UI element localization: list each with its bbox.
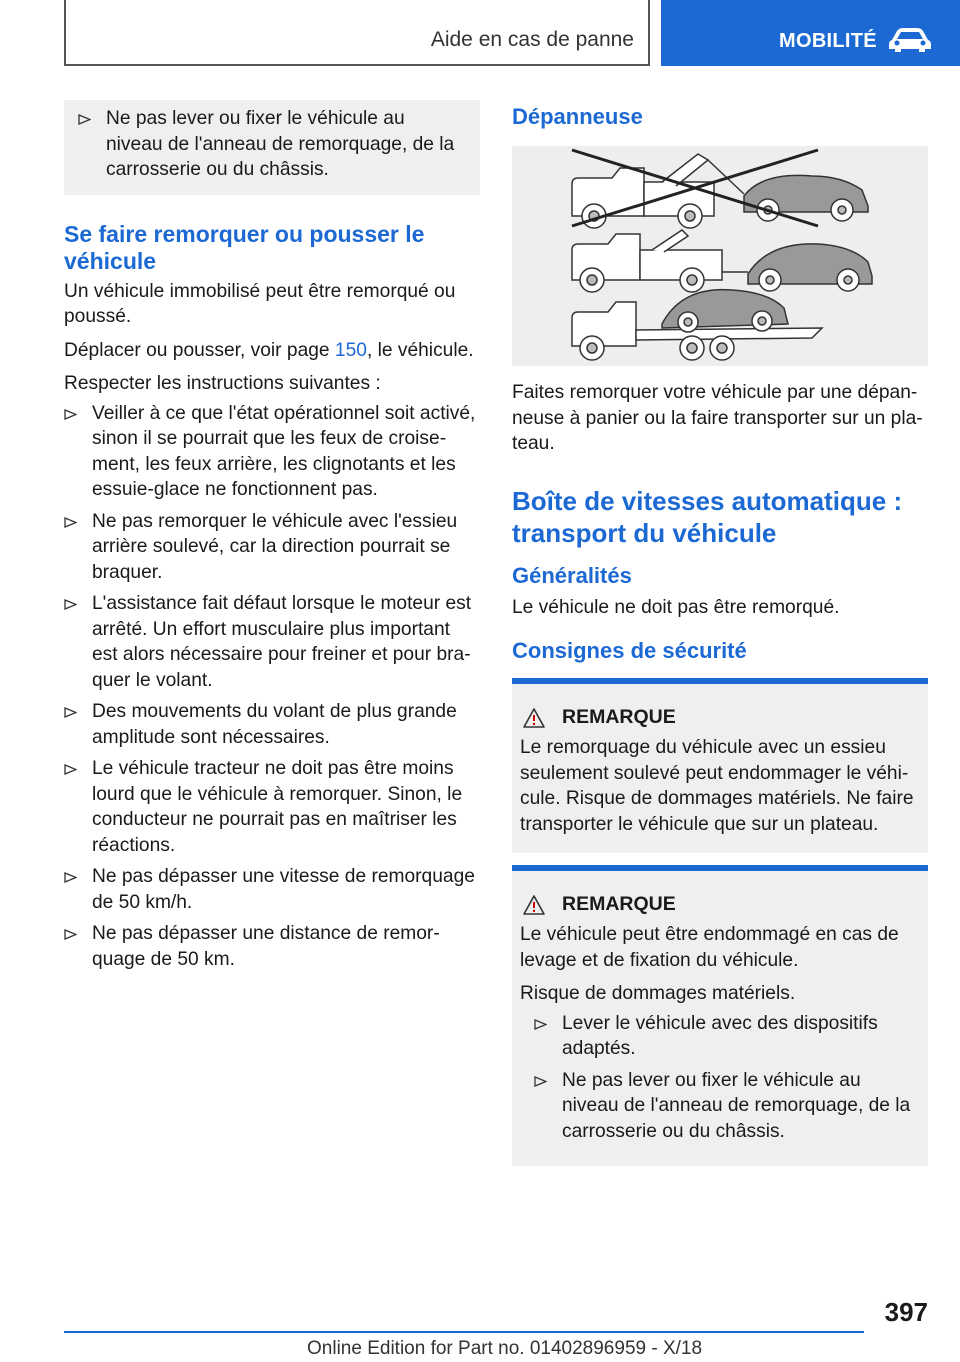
intro-paragraph: Un véhicule immobilisé peut être remorqué ou poussé. [64, 280, 456, 327]
list-item: Veiller à ce que l'état opérationnel soit activé, sinon il se pourrait que les feux de croisement, les feux arrière, les clignotants et les essuie-glace ne fonctionnent pas. [64, 401, 480, 503]
page-number: 397 [884, 1297, 928, 1327]
tow-methods-diagram-icon [512, 146, 928, 366]
header-chapter-label: MOBILITÉ [779, 30, 877, 52]
general-text: Le véhicule ne doit pas être remorqué. [512, 596, 840, 618]
subheading-safety: Consignes de sécurité [512, 638, 747, 663]
tow-truck-illustration [512, 146, 928, 366]
section-heading-towing: Se faire remorquer ou pousser le véhicule [64, 220, 425, 274]
car-icon [887, 26, 933, 59]
note-text: Risque de dommages matériels. [520, 983, 796, 1004]
triangle-bullet-icon [64, 929, 77, 940]
heading-automatic-transmission: Boîte de vitesses automatique : transport du véhicule [512, 485, 903, 548]
note-text: Le véhicule peut être endommagé en cas de levage et de fixation du véhicule. [520, 924, 899, 971]
triangle-bullet-icon [64, 517, 77, 528]
header-chapter-tab[interactable] [661, 0, 960, 66]
tow-truck-caption: Faites remorquer votre véhicule par une dépanneuse à panier ou la faire transporter sur un plateau. [512, 382, 923, 454]
cross-reference: Déplacer ou pousser, voir page 150, le véhicule. [64, 339, 474, 361]
note-list [520, 1011, 920, 1145]
header-section-title: Aide en cas de panne [430, 28, 634, 51]
footer-edition: Online Edition for Part no. 01402896959 - X/18 [307, 1338, 703, 1359]
left-column [64, 100, 480, 978]
note-title: REMARQUE [562, 893, 676, 915]
warning-note [512, 678, 928, 853]
instructions-lead: Respecter les instructions suivantes : [64, 373, 381, 394]
continued-warning-box [64, 100, 480, 195]
list-item: Ne pas remorquer le véhicule avec l'essieu arrière soulevé, car la direction pourrait se braquer. [64, 509, 480, 586]
list-item: Le véhicule tracteur ne doit pas être moins lourd que le véhicule à remorquer. Sinon, le conducteur ne pourrait pas en maîtriser les réactions. [64, 756, 480, 858]
list-item: Ne pas dépasser une vitesse de remorquage de 50 km/h. [64, 864, 480, 915]
warning-triangle-icon [522, 894, 546, 916]
list-item: Ne pas lever ou fixer le véhicule au niveau de l'anneau de remorquage, de la carrosserie ou du châssis. [78, 106, 464, 183]
list-item: Ne pas dépasser une distance de remorquage de 50 km. [64, 921, 480, 972]
triangle-bullet-icon [78, 114, 91, 125]
warning-note [512, 865, 928, 1166]
page-link[interactable]: 150 [334, 339, 367, 361]
list-item: Ne pas lever ou fixer le véhicule au niveau de l'anneau de remorquage, de la carrosserie ou du châssis. [520, 1068, 920, 1145]
list-item: L'assistance fait défaut lorsque le moteur est arrêté. Un effort musculaire plus important est alors nécessaire pour freiner et pour braquer le volant. [64, 591, 480, 693]
triangle-bullet-icon [534, 1019, 547, 1030]
list-item: Des mouvements du volant de plus grande amplitude sont nécessaires. [64, 699, 480, 750]
right-column [512, 100, 928, 1166]
triangle-bullet-icon [64, 409, 77, 420]
footer-divider [64, 1331, 864, 1333]
subheading-general: Généralités [512, 562, 632, 588]
triangle-bullet-icon [534, 1076, 547, 1087]
note-text: Le remorquage du véhicule avec un essieu seulement soulevé peut endommager le véhicule. Risque de dommages matériels. Ne faire transporter le véhicule que sur un plateau. [520, 737, 914, 835]
header-section-box [64, 0, 650, 66]
instruction-list [64, 401, 480, 973]
note-title: REMARQUE [562, 706, 676, 728]
heading-tow-truck: Dépanneuse [512, 104, 643, 129]
list-item: Lever le véhicule avec des dispositifs adaptés. [520, 1011, 920, 1062]
triangle-bullet-icon [64, 764, 77, 775]
triangle-bullet-icon [64, 599, 77, 610]
triangle-bullet-icon [64, 872, 77, 883]
warning-triangle-icon [522, 707, 546, 729]
triangle-bullet-icon [64, 707, 77, 718]
